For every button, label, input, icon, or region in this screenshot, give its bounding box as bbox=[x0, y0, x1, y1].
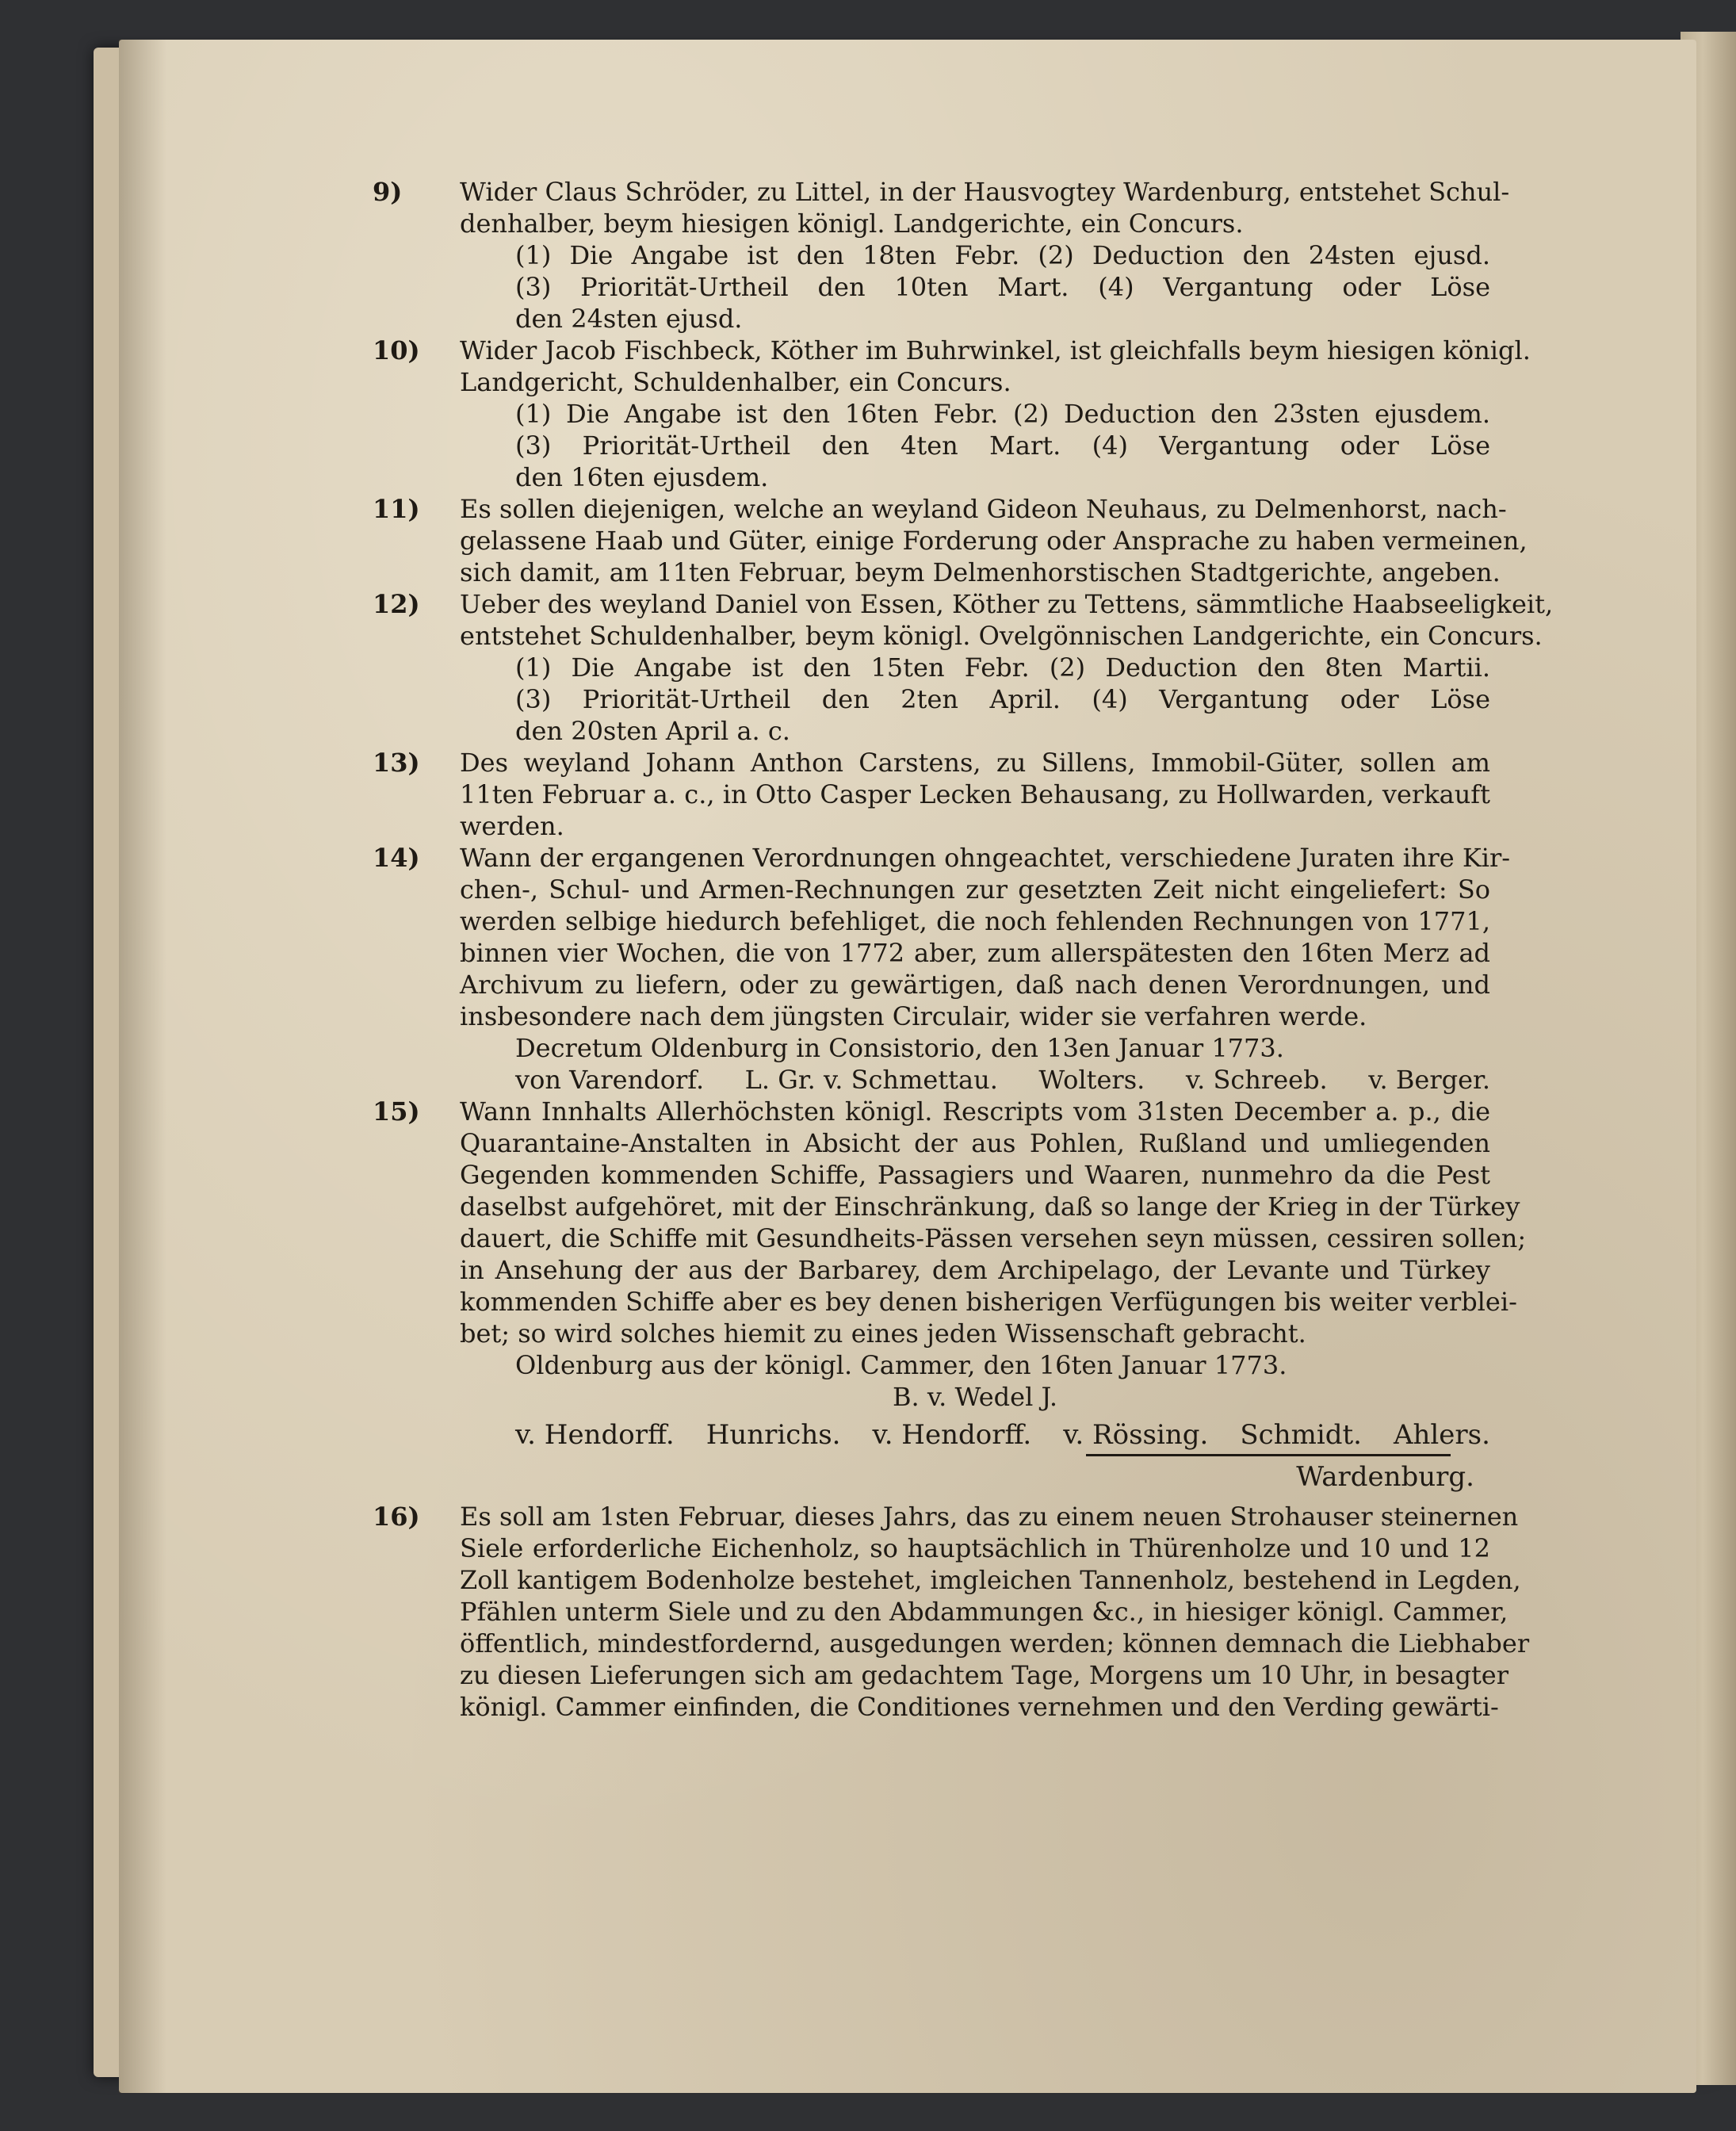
entry-line: Es soll am 1sten Februar, dieses Jahrs, das zu einem neuen Strohauser steinernen bbox=[460, 1502, 1519, 1532]
signer: Schmidt. bbox=[1240, 1419, 1362, 1451]
entry-subline: (1) Die Angabe ist den 16ten Febr. (2) Deduction den 23sten ejusdem. bbox=[515, 399, 1490, 429]
entry-line: öffentlich, mindestfordernd, ausgedungen werden; können demnach die Liebhaber bbox=[460, 1628, 1530, 1659]
signer: v. Berger. bbox=[1368, 1065, 1490, 1095]
entry-line: Quarantaine-Anstalten in Absicht der aus Pohlen, Rußland und umliegenden bbox=[460, 1128, 1490, 1158]
entry-subline: den 24sten ejusd. bbox=[515, 304, 743, 334]
entry-number: 10) bbox=[373, 335, 420, 365]
entry-subline: (1) Die Angabe ist den 15ten Febr. (2) Deduction den 8ten Martii. bbox=[515, 652, 1490, 683]
entry-line: denhalber, beym hiesigen königl. Landgerichte, ein Concurs. bbox=[460, 209, 1244, 239]
entry-line: daselbst aufgehöret, mit der Einschränkung, daß so lange der Krieg in der Türkey bbox=[460, 1192, 1520, 1222]
gutter-shadow bbox=[119, 40, 166, 2093]
entry-line: dauert, die Schiffe mit Gesundheits-Pässen versehen seyn müssen, cessiren sollen; bbox=[460, 1223, 1527, 1253]
signer: L. Gr. v. Schmettau. bbox=[744, 1065, 998, 1095]
entry-line: königl. Cammer einfinden, die Conditiones vernehmen und den Verding gewärti- bbox=[460, 1692, 1499, 1722]
entry-line: insbesondere nach dem jüngsten Circulair, wider sie verfahren werde. bbox=[460, 1001, 1367, 1031]
entry-line: bet; so wird solches hiemit zu eines jeden Wissenschaft gebracht. bbox=[460, 1318, 1306, 1349]
entry-number: 9) bbox=[373, 177, 403, 207]
entry-subline: den 16ten ejusdem. bbox=[515, 462, 769, 492]
cammer-signers bbox=[460, 1419, 1490, 1451]
entry-number: 14) bbox=[373, 843, 420, 873]
signer: von Varendorf. bbox=[515, 1065, 705, 1095]
entry-line: Ueber des weyland Daniel von Essen, Köther zu Tettens, sämmtliche Haabseeligkeit, bbox=[460, 589, 1554, 619]
entry-line: Wann der ergangenen Verordnungen ohngeachtet, verschiedene Juraten ihre Kir- bbox=[460, 843, 1511, 873]
entry-line: zu diesen Lieferungen sich am gedachtem Tage, Morgens um 10 Uhr, in besagter bbox=[460, 1660, 1509, 1690]
entry-line: sich damit, am 11ten Februar, beym Delmenhorstischen Stadtgerichte, angeben. bbox=[460, 557, 1501, 587]
decree-line: Oldenburg aus der königl. Cammer, den 16ten Januar 1773. bbox=[515, 1350, 1287, 1380]
entry-number: 16) bbox=[373, 1502, 420, 1532]
decree-line: Decretum Oldenburg in Consistorio, den 13en Januar 1773. bbox=[515, 1033, 1284, 1063]
entry-line: 11ten Februar a. c., in Otto Casper Lecken Behausang, zu Hollwarden, verkauft bbox=[460, 779, 1490, 809]
entry-line: Pfählen unterm Siele und zu den Abdammungen &c., in hiesiger königl. Cammer, bbox=[460, 1597, 1508, 1627]
entry-line: Wider Jacob Fischbeck, Köther im Buhrwinkel, ist gleichfalls beym hiesigen königl. bbox=[460, 335, 1531, 365]
entry-line: kommenden Schiffe aber es bey denen bisherigen Verfügungen bis weiter verblei- bbox=[460, 1287, 1517, 1317]
signer: v. Schreeb. bbox=[1185, 1065, 1328, 1095]
entry-line: Siele erforderliche Eichenholz, so hauptsächlich in Thürenholze und 10 und 12 bbox=[460, 1533, 1490, 1563]
entry-number: 12) bbox=[373, 589, 420, 619]
entry-subline: (3) Priorität-Urtheil den 4ten Mart. (4) Vergantung oder Löse bbox=[515, 430, 1490, 461]
entry-line: Archivum zu liefern, oder zu gewärtigen, daß nach denen Verordnungen, und bbox=[460, 970, 1490, 1000]
entry-number: 11) bbox=[373, 494, 420, 524]
entry-10 bbox=[373, 335, 1531, 493]
entry-subline: den 20sten April a. c. bbox=[515, 716, 790, 746]
entry-15 bbox=[373, 1096, 1527, 1451]
entry-line: Zoll kantigem Bodenholze bestehet, imgleichen Tannenholz, bestehend in Legden, bbox=[460, 1565, 1521, 1595]
entry-12 bbox=[373, 588, 1554, 747]
entry-line: Des weyland Johann Anthon Carstens, zu Sillens, Immobil-Güter, sollen am bbox=[460, 748, 1490, 778]
entry-13 bbox=[373, 747, 1490, 842]
entry-subline: (3) Priorität-Urtheil den 2ten April. (4) Vergantung oder Löse bbox=[515, 684, 1490, 714]
signer: v. Rössing. bbox=[1063, 1419, 1209, 1451]
signer: Hunrichs. bbox=[705, 1419, 841, 1451]
entry-line: Es sollen diejenigen, welche an weyland Gideon Neuhaus, zu Delmenhorst, nach- bbox=[460, 494, 1507, 524]
signer: v. Hendorff. bbox=[515, 1419, 675, 1451]
entry-line: Wann Innhalts Allerhöchsten königl. Rescripts vom 31sten December a. p., die bbox=[460, 1096, 1490, 1127]
chief-signer: B. v. Wedel J. bbox=[892, 1382, 1058, 1412]
consistory-signers bbox=[460, 1064, 1490, 1096]
entry-line: in Ansehung der aus der Barbarey, dem Archipelago, der Levante und Türkey bbox=[460, 1255, 1490, 1285]
entry-number: 15) bbox=[373, 1096, 420, 1127]
entry-number: 13) bbox=[373, 748, 420, 778]
entry-line: gelassene Haab und Güter, einige Forderung oder Ansprache zu haben vermeinen, bbox=[460, 526, 1528, 556]
entry-line: entstehet Schuldenhalber, beym königl. Ovelgönnischen Landgerichte, ein Concurs. bbox=[460, 621, 1543, 651]
signer: Wolters. bbox=[1038, 1065, 1145, 1095]
page-text bbox=[373, 176, 1554, 1723]
entry-line: werden selbige hiedurch befehliget, die noch fehlenden Rechnungen von 1771, bbox=[460, 906, 1490, 936]
entry-14 bbox=[373, 842, 1511, 1096]
section-rule bbox=[1086, 1454, 1451, 1456]
entry-line: chen-, Schul- und Armen-Rechnungen zur gesetzten Zeit nicht eingeliefert: So bbox=[460, 874, 1490, 905]
entry-line: Wider Claus Schröder, zu Littel, in der Hausvogtey Wardenburg, entstehet Schul- bbox=[460, 177, 1510, 207]
entry-line: binnen vier Wochen, die von 1772 aber, zum allerspätesten den 16ten Merz ad bbox=[460, 938, 1490, 968]
signer: v. Hendorff. bbox=[872, 1419, 1032, 1451]
entry-line: Gegenden kommenden Schiffe, Passagiers und Waaren, nunmehro da die Pest bbox=[460, 1160, 1490, 1190]
entry-9 bbox=[373, 176, 1510, 335]
entry-11 bbox=[373, 493, 1528, 588]
entry-line: werden. bbox=[460, 811, 564, 841]
entry-subline: (3) Priorität-Urtheil den 10ten Mart. (4) Vergantung oder Löse bbox=[515, 272, 1490, 302]
entry-subline: (1) Die Angabe ist den 18ten Febr. (2) Deduction den 24sten ejusd. bbox=[515, 240, 1490, 270]
signer: Ahlers. bbox=[1393, 1419, 1490, 1451]
entry-line: Landgericht, Schuldenhalber, ein Concurs. bbox=[460, 367, 1011, 397]
entry-16 bbox=[373, 1501, 1530, 1723]
section-heading: Wardenburg. bbox=[1296, 1461, 1474, 1493]
